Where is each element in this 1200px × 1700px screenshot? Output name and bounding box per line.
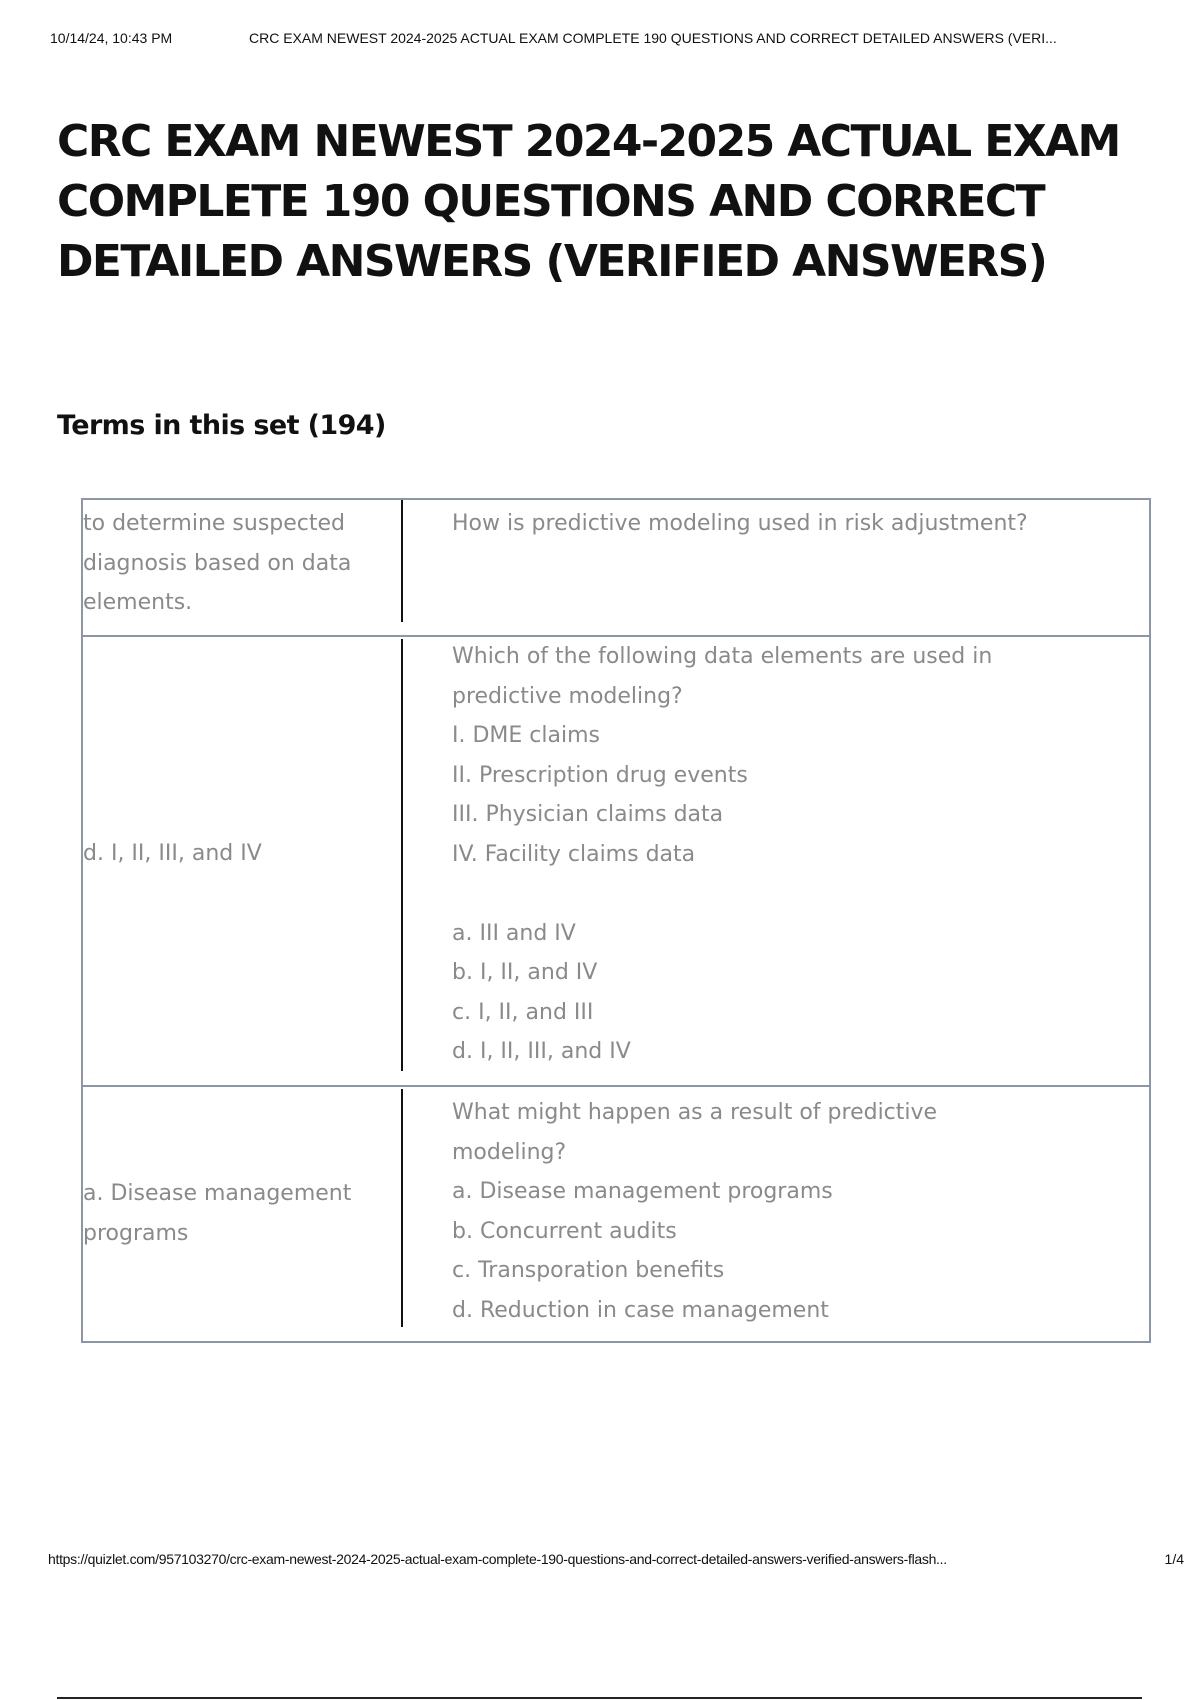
term-card — [81, 498, 1151, 638]
definition-line: III. Physician claims data — [452, 802, 724, 827]
definition-line: Which of the following data elements are used in — [452, 644, 993, 669]
definition-line: b. I, II, and IV — [452, 960, 598, 985]
definition-line — [452, 874, 1132, 914]
terms-heading: Terms in this set (194) — [57, 410, 386, 441]
definition-line: I. DME claims — [452, 723, 600, 748]
print-timestamp: 10/14/24, 10:43 PM — [50, 30, 173, 46]
print-header — [50, 30, 1180, 50]
divider-rule — [57, 1697, 1142, 1699]
card-divider — [401, 1089, 403, 1327]
definition-line: II. Prescription drug events — [452, 762, 748, 788]
definition-line: How is predictive modeling used in risk adjustment? — [452, 511, 1028, 536]
card-definition — [452, 1093, 1132, 1330]
card-definition — [452, 504, 1132, 544]
definition-line: c. Transporation benefits — [452, 1258, 725, 1283]
definition-line: c. I, II, and III — [452, 999, 594, 1025]
print-footer — [48, 1551, 1184, 1571]
definition-line: b. Concurrent audits — [452, 1218, 677, 1244]
card-term: a. Disease management programs — [83, 1181, 352, 1246]
definition-line: a. III and IV — [452, 920, 576, 946]
definition-line: IV. Facility claims data — [452, 841, 696, 867]
definition-line: a. Disease management programs — [452, 1179, 833, 1204]
term-card — [81, 1085, 1151, 1343]
definition-line: predictive modeling? — [452, 683, 683, 709]
page-number: 1/4 — [1164, 1551, 1184, 1567]
term-card — [81, 635, 1151, 1087]
card-term: d. I, II, III, and IV — [83, 841, 262, 866]
card-term: to determine suspected diagnosis based on data elements. — [83, 511, 352, 615]
definition-line: modeling? — [452, 1139, 567, 1165]
card-definition — [452, 637, 1132, 1072]
definition-line: d. Reduction in case management — [452, 1297, 829, 1323]
definition-line: d. I, II, III, and IV — [452, 1039, 631, 1064]
page-title: CRC EXAM NEWEST 2024-2025 ACTUAL EXAM COMPLETE 190 QUESTIONS AND CORRECT DETAILED ANSWERS (VERIFIED ANSWERS) — [57, 116, 1120, 287]
card-divider — [401, 639, 403, 1071]
print-url: https://quizlet.com/957103270/crc-exam-newest-2024-2025-actual-exam-complete-190-questions-and-correct-detailed-answers-verified-answers-flash... — [48, 1551, 947, 1567]
definition-line: What might happen as a result of predictive — [452, 1100, 938, 1125]
print-page-title: CRC EXAM NEWEST 2024-2025 ACTUAL EXAM COMPLETE 190 QUESTIONS AND CORRECT DETAILED ANSWERS (VERI... — [249, 30, 1057, 46]
card-divider — [401, 500, 403, 622]
